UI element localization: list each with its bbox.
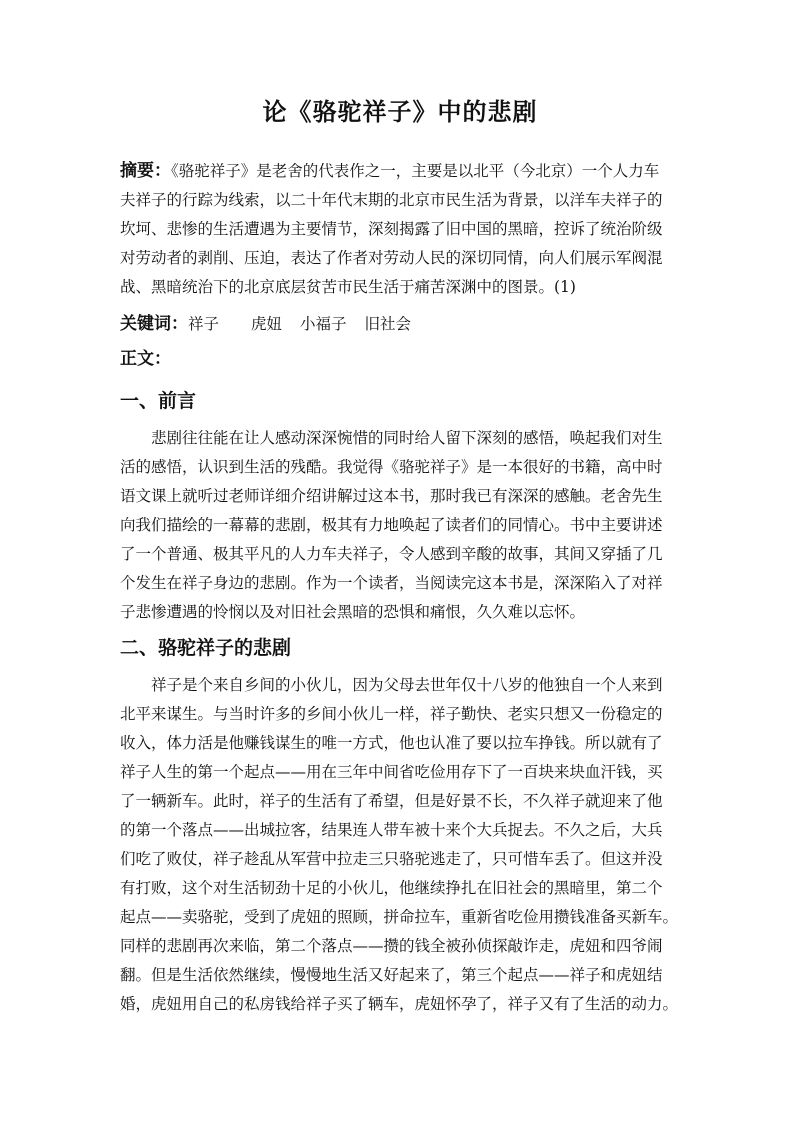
paragraph-line: 悲剧往往能在让人感动深深惋惜的同时给人留下深刻的感悟，唤起我们对生 [151, 429, 663, 447]
paragraph-line: 活的感悟，认识到生活的残酷。我觉得《骆驼祥子》是一本很好的书籍，高中时 [120, 458, 663, 476]
section-heading-tragedy: 二、骆驼祥子的悲剧 [120, 637, 292, 659]
paragraph-line: 祥子是个来自乡间的小伙儿，因为父母去世年仅十八岁的他独自一个人来到 [151, 676, 663, 694]
paragraph-line: 同样的悲剧再次来临，第二个落点——攒的钱全被孙侦探敲诈走，虎妞和四爷闹 [120, 937, 663, 955]
paragraph-line: 收入，体力活是他赚钱谋生的唯一方式，他也认准了要以拉车挣钱。所以就有了 [120, 734, 663, 752]
section-intro-body [120, 424, 686, 627]
paragraph-line: 翻。但是生活依然继续，慢慢地生活又好起来了，第三个起点——祥子和虎妞结 [120, 966, 663, 984]
keyword: 小福子 [300, 315, 347, 333]
keyword: 旧社会 [364, 315, 412, 333]
keyword: 虎妞 [251, 315, 283, 333]
section-tragedy-body [120, 671, 686, 1019]
abstract-line: 坎坷、悲惨的生活遭遇为主要情节，深刻揭露了旧中国的黑暗，控诉了统治阶级 [120, 220, 663, 238]
keywords-label: 关键词： [120, 314, 188, 334]
paragraph-line: 个发生在祥子身边的悲剧。作为一个读者，当阅读完这本书是，深深陷入了对祥 [120, 574, 663, 592]
paragraph-line: 们吃了败仗，祥子趁乱从军营中拉走三只骆驼逃走了，只可惜车丢了。但这并没 [120, 850, 663, 868]
keyword: 祥子 [188, 315, 220, 333]
paragraph-line: 北平来谋生。与当时许多的乡间小伙儿一样，祥子勤快、老实只想又一份稳定的 [120, 705, 663, 723]
abstract-line [120, 157, 686, 186]
abstract-text: 《骆驼祥子》是老舍的代表作之一，主要是以北平（今北京）一个人力车 [171, 162, 660, 180]
body-label: 正文： [120, 349, 171, 369]
paragraph-line: 起点——卖骆驼，受到了虎妞的照顾，拼命拉车，重新省吃俭用攒钱准备买新车。 [120, 908, 679, 926]
keywords [120, 310, 686, 339]
paragraph-line: 了一个普通、极其平凡的人力车夫祥子，令人感到辛酸的故事，其间又穿插了几 [120, 545, 663, 563]
paragraph-line: 有打败，这个对生活韧劲十足的小伙儿，他继续挣扎在旧社会的黑暗里，第二个 [120, 879, 663, 897]
paragraph-line: 向我们描绘的一幕幕的悲剧，极其有力地唤起了读者们的同情心。书中主要讲述 [120, 516, 663, 534]
abstract-line: 夫祥子的行踪为线索，以二十年代末期的北京市民生活为背景，以洋车夫祥子的 [120, 191, 663, 209]
abstract-label: 摘要： [120, 161, 171, 181]
paragraph-line: 祥子人生的第一个起点——用在三年中间省吃俭用存下了一百块来块血汗钱，买 [120, 763, 663, 781]
paragraph-line: 语文课上就听过老师详细介绍讲解过这本书，那时我已有深深的感触。老舍先生 [120, 487, 663, 505]
abstract [120, 157, 686, 302]
page-title: 论《骆驼祥子》中的悲剧 [262, 98, 538, 126]
paragraph-line: 了一辆新车。此时，祥子的生活有了希望，但是好景不长，不久祥子就迎来了他 [120, 792, 663, 810]
paragraph-line: 婚，虎妞用自己的私房钱给祥子买了辆车，虎妞怀孕了，祥子又有了生活的动力。 [120, 995, 679, 1013]
abstract-line: 对劳动者的剥削、压迫，表达了作者对劳动人民的深切同情，向人们展示军阀混 [120, 249, 663, 267]
section-heading-intro: 一、前言 [120, 390, 197, 412]
paragraph-line: 的第一个落点——出城拉客，结果连人带车被十来个大兵捉去。不久之后，大兵 [120, 821, 663, 839]
body-label-block [120, 345, 686, 374]
keywords-line [120, 310, 686, 339]
paragraph-line: 子悲惨遭遇的怜悯以及对旧社会黑暗的恐惧和痛恨，久久难以忘怀。 [120, 603, 586, 621]
abstract-line: 战、黑暗统治下的北京底层贫苦市民生活于痛苦深渊中的图景。(1) [120, 278, 576, 296]
